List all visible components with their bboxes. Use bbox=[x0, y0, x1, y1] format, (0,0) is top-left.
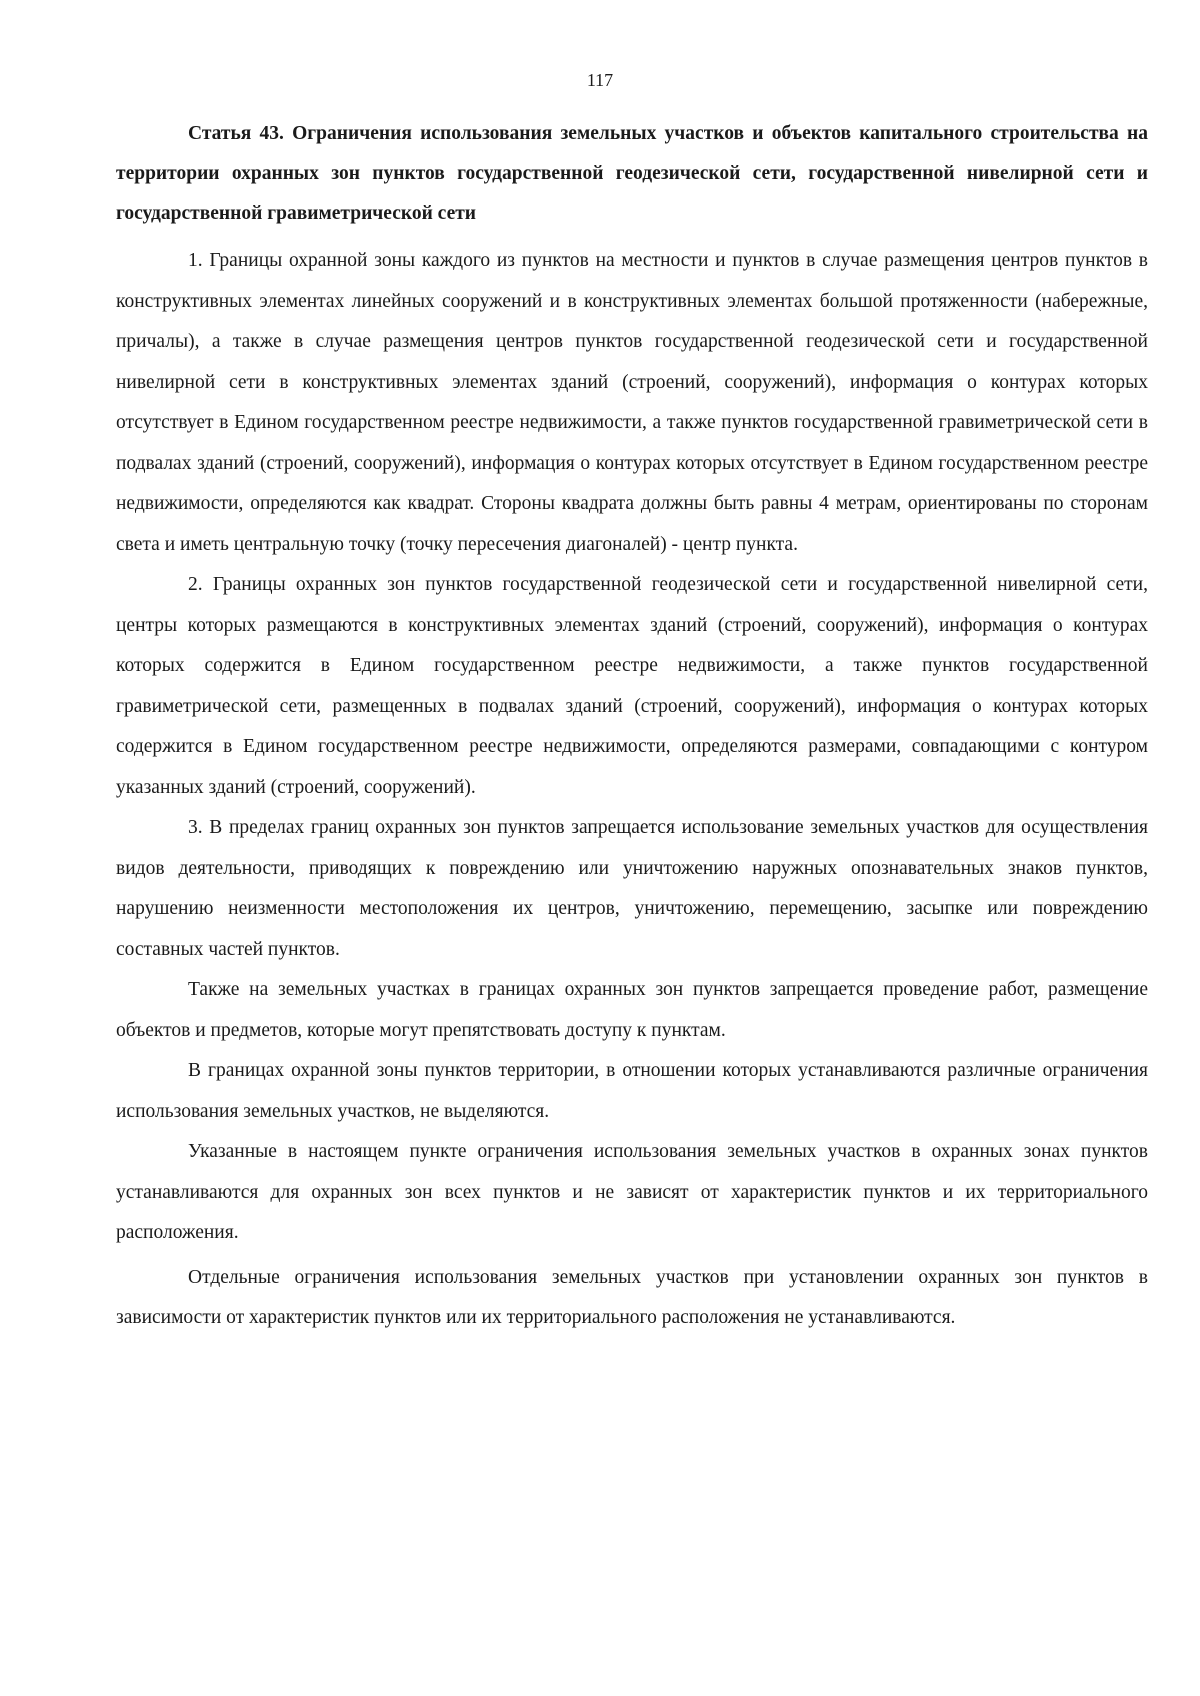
paragraph-3-boundaries: В границах охранной зоны пунктов территории, в отношении которых устанавливаются различные ограничения использования земельных участков, не выделяются. bbox=[116, 1060, 1148, 1122]
paragraph-3-separate: Отдельные ограничения использования земельных участков при установлении охранных зон пунктов в зависимости от характеристик пунктов или их территориального расположения не устанавливаются. bbox=[116, 1266, 1148, 1328]
paragraph-2: 2. Границы охранных зон пунктов государственной геодезической сети и государственной нивелирной сети, центры которых размещаются в конструктивных элементах зданий (строений, сооружений), информация о контурах которых содержится в Едином государственном реестре недвижимости, а также пунктов государственной гравиметрической сети, размещенных в подвалах зданий (строений, сооружений), информация о контурах которых содержится в Едином государственном реестре недвижимости, определяются размерами, совпадающими с контуром указанных зданий (строений, сооружений). bbox=[116, 574, 1148, 798]
paragraph-3-also: Также на земельных участках в границах охранных зон пунктов запрещается проведение работ, размещение объектов и предметов, которые могут препятствовать доступу к пунктам. bbox=[116, 979, 1148, 1041]
article-body bbox=[116, 114, 1148, 1339]
paragraph-1: 1. Границы охранной зоны каждого из пунктов на местности и пунктов в случае размещения центров пунктов в конструктивных элементах линейных сооружений и в конструктивных элементах большой протяженности (набережные, причалы), а также в случае размещения центров пунктов государственной геодезической сети и государственной нивелирной сети в конструктивных элементах зданий (строений, сооружений), информация о контурах которых отсутствует в Едином государственном реестре недвижимости, а также пунктов государственной гравиметрической сети в подвалах зданий (строений, сооружений), информация о контурах которых отсутствует в Едином государственном реестре недвижимости, определяются как квадрат. Стороны квадрата должны быть равны 4 метрам, ориентированы по сторонам света и иметь центральную точку (точку пересечения диагоналей) - центр пункта. bbox=[116, 250, 1148, 555]
paragraph-3: 3. В пределах границ охранных зон пунктов запрещается использование земельных участков для осуществления видов деятельности, приводящих к повреждению или уничтожению наружных опознавательных знаков пунктов, нарушению неизменности местоположения их центров, уничтожению, перемещению, засыпке или повреждению составных частей пунктов. bbox=[116, 817, 1148, 960]
page-number: 117 bbox=[586, 70, 614, 90]
paragraph-3-restrictions: Указанные в настоящем пункте ограничения использования земельных участков в охранных зонах пунктов устанавливаются для охранных зон всех пунктов и не зависят от характеристик пунктов и их территориального расположения. bbox=[116, 1141, 1148, 1243]
article-heading: Статья 43. Ограничения использования земельных участков и объектов капитального строительства на территории охранных зон пунктов государственной геодезической сети, государственной нивелирной сети и государственной гравиметрической сети bbox=[116, 123, 1148, 224]
